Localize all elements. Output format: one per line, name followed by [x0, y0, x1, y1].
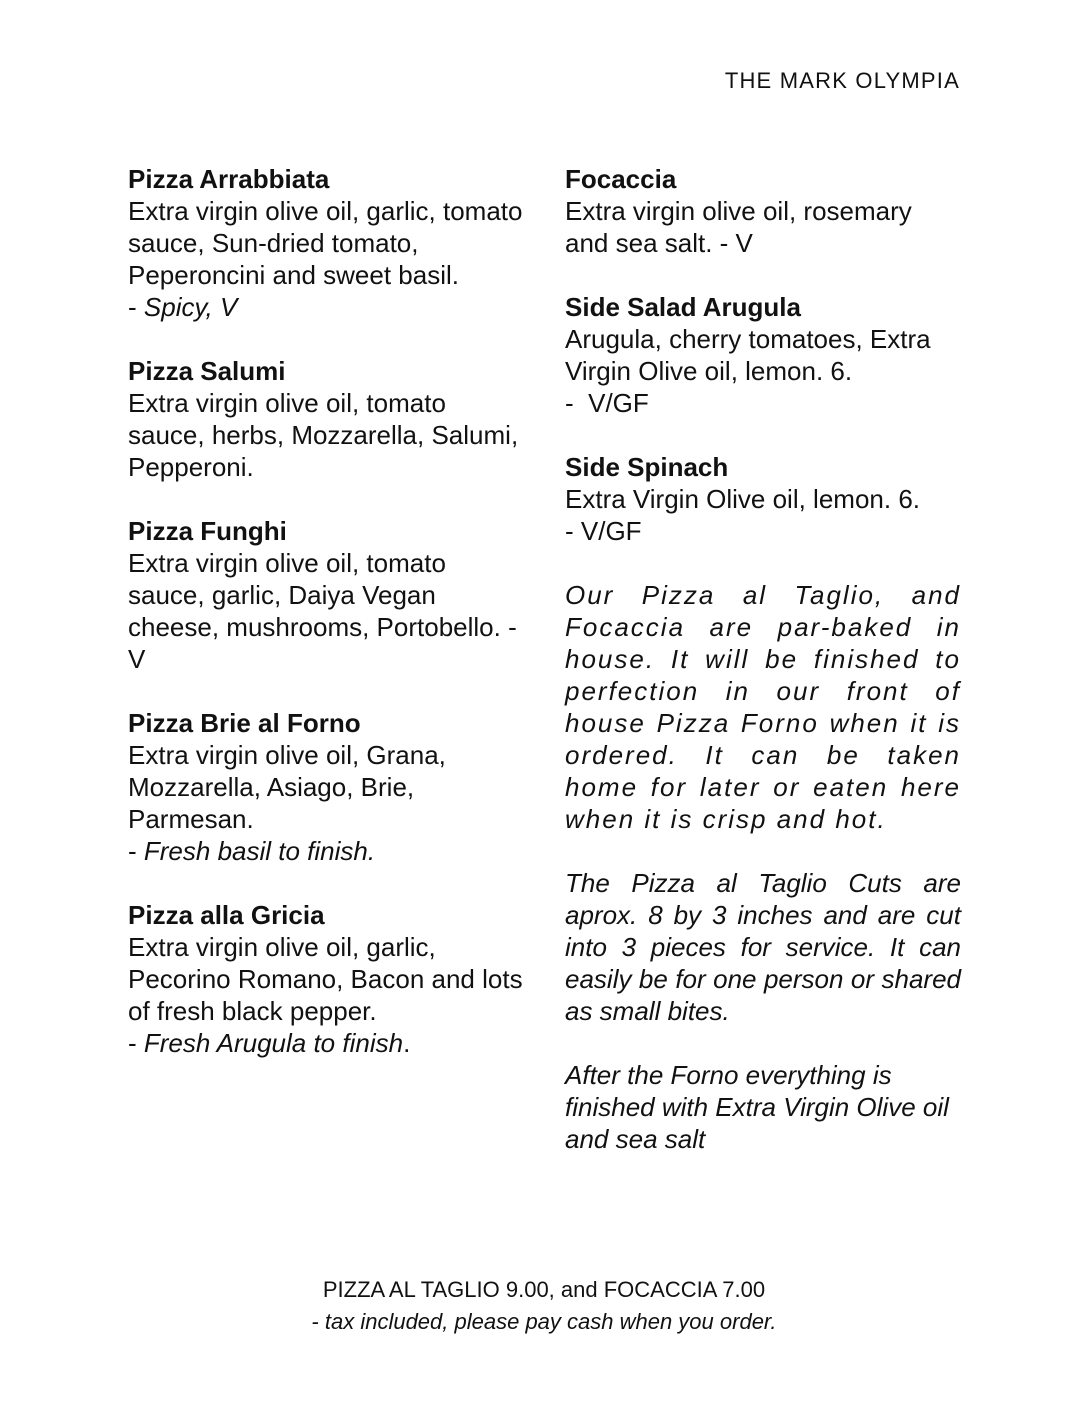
menu-item-pizza-arrabbiata: [128, 163, 528, 323]
menu-item-pizza-alla-gricia: [128, 899, 528, 1059]
menu-item-side-salad-arugula: [565, 291, 961, 419]
menu-item-description: Extra virgin olive oil, tomato sauce, garlic, Daiya Vegan cheese, mushrooms, Portobello. - V: [128, 548, 517, 674]
menu-item-focaccia: [565, 163, 961, 259]
price-footer: [0, 1274, 1088, 1338]
tax-note: - tax included, please pay cash when you order.: [311, 1309, 777, 1334]
menu-item-description: Extra virgin olive oil, Grana, Mozzarella, Asiago, Brie, Parmesan.: [128, 740, 446, 834]
menu-item-description: Extra virgin olive oil, rosemary and sea salt. - V: [565, 196, 912, 258]
menu-right-column: [565, 163, 961, 1187]
menu-item-description: Extra virgin olive oil, garlic, tomato sauce, Sun-dried tomato, Peperoncini and sweet basil.: [128, 196, 523, 290]
note-cut-size: The Pizza al Taglio Cuts are aprox. 8 by 3 inches and are cut into 3 pieces for service. It can easily be for one person or shared as small bites.: [565, 868, 961, 1026]
menu-item-description: Extra virgin olive oil, garlic, Pecorino Romano, Bacon and lots of fresh black pepper.: [128, 932, 523, 1026]
menu-item-side-spinach: [565, 451, 961, 547]
menu-item-note: - Fresh basil to finish.: [128, 836, 376, 866]
note-par-baked: Our Pizza al Taglio, and Focaccia are par-baked in house. It will be finished to perfection in our front of house Pizza Forno when it is ordered. It can be taken home for later or eaten here when it is crisp and hot.: [565, 580, 961, 834]
menu-item-note: - Spicy, V: [128, 292, 238, 322]
menu-item-title: Pizza Salumi: [128, 356, 286, 386]
menu-item-note: - V/GF: [565, 388, 649, 418]
menu-item-description: Extra Virgin Olive oil, lemon. 6.: [565, 484, 920, 514]
brand-name: THE MARK OLYMPIA: [724, 68, 960, 93]
menu-item-title: Side Spinach: [565, 452, 729, 482]
menu-item-description: Arugula, cherry tomatoes, Extra Virgin Olive oil, lemon. 6.: [565, 324, 931, 386]
menu-item-pizza-salumi: [128, 355, 528, 483]
menu-item-title: Focaccia: [565, 164, 677, 194]
note-finish: After the Forno everything is finished with Extra Virgin Olive oil and sea salt: [565, 1060, 949, 1154]
menu-item-pizza-funghi: [128, 515, 528, 675]
menu-item-title: Pizza Arrabbiata: [128, 164, 330, 194]
menu-item-title: Pizza Funghi: [128, 516, 287, 546]
menu-item-description: Extra virgin olive oil, tomato sauce, herbs, Mozzarella, Salumi, Pepperoni.: [128, 388, 519, 482]
price-line: PIZZA AL TAGLIO 9.00, and FOCACCIA 7.00: [322, 1277, 766, 1302]
menu-left-column: [128, 163, 528, 1091]
menu-item-note: - V/GF: [565, 516, 642, 546]
menu-notes: [565, 579, 961, 1155]
menu-item-title: Side Salad Arugula: [565, 292, 801, 322]
menu-item-title: Pizza alla Gricia: [128, 900, 325, 930]
menu-item-note: - Fresh Arugula to finish.: [128, 1028, 411, 1058]
menu-item-pizza-brie-al-forno: [128, 707, 528, 867]
menu-item-title: Pizza Brie al Forno: [128, 708, 361, 738]
